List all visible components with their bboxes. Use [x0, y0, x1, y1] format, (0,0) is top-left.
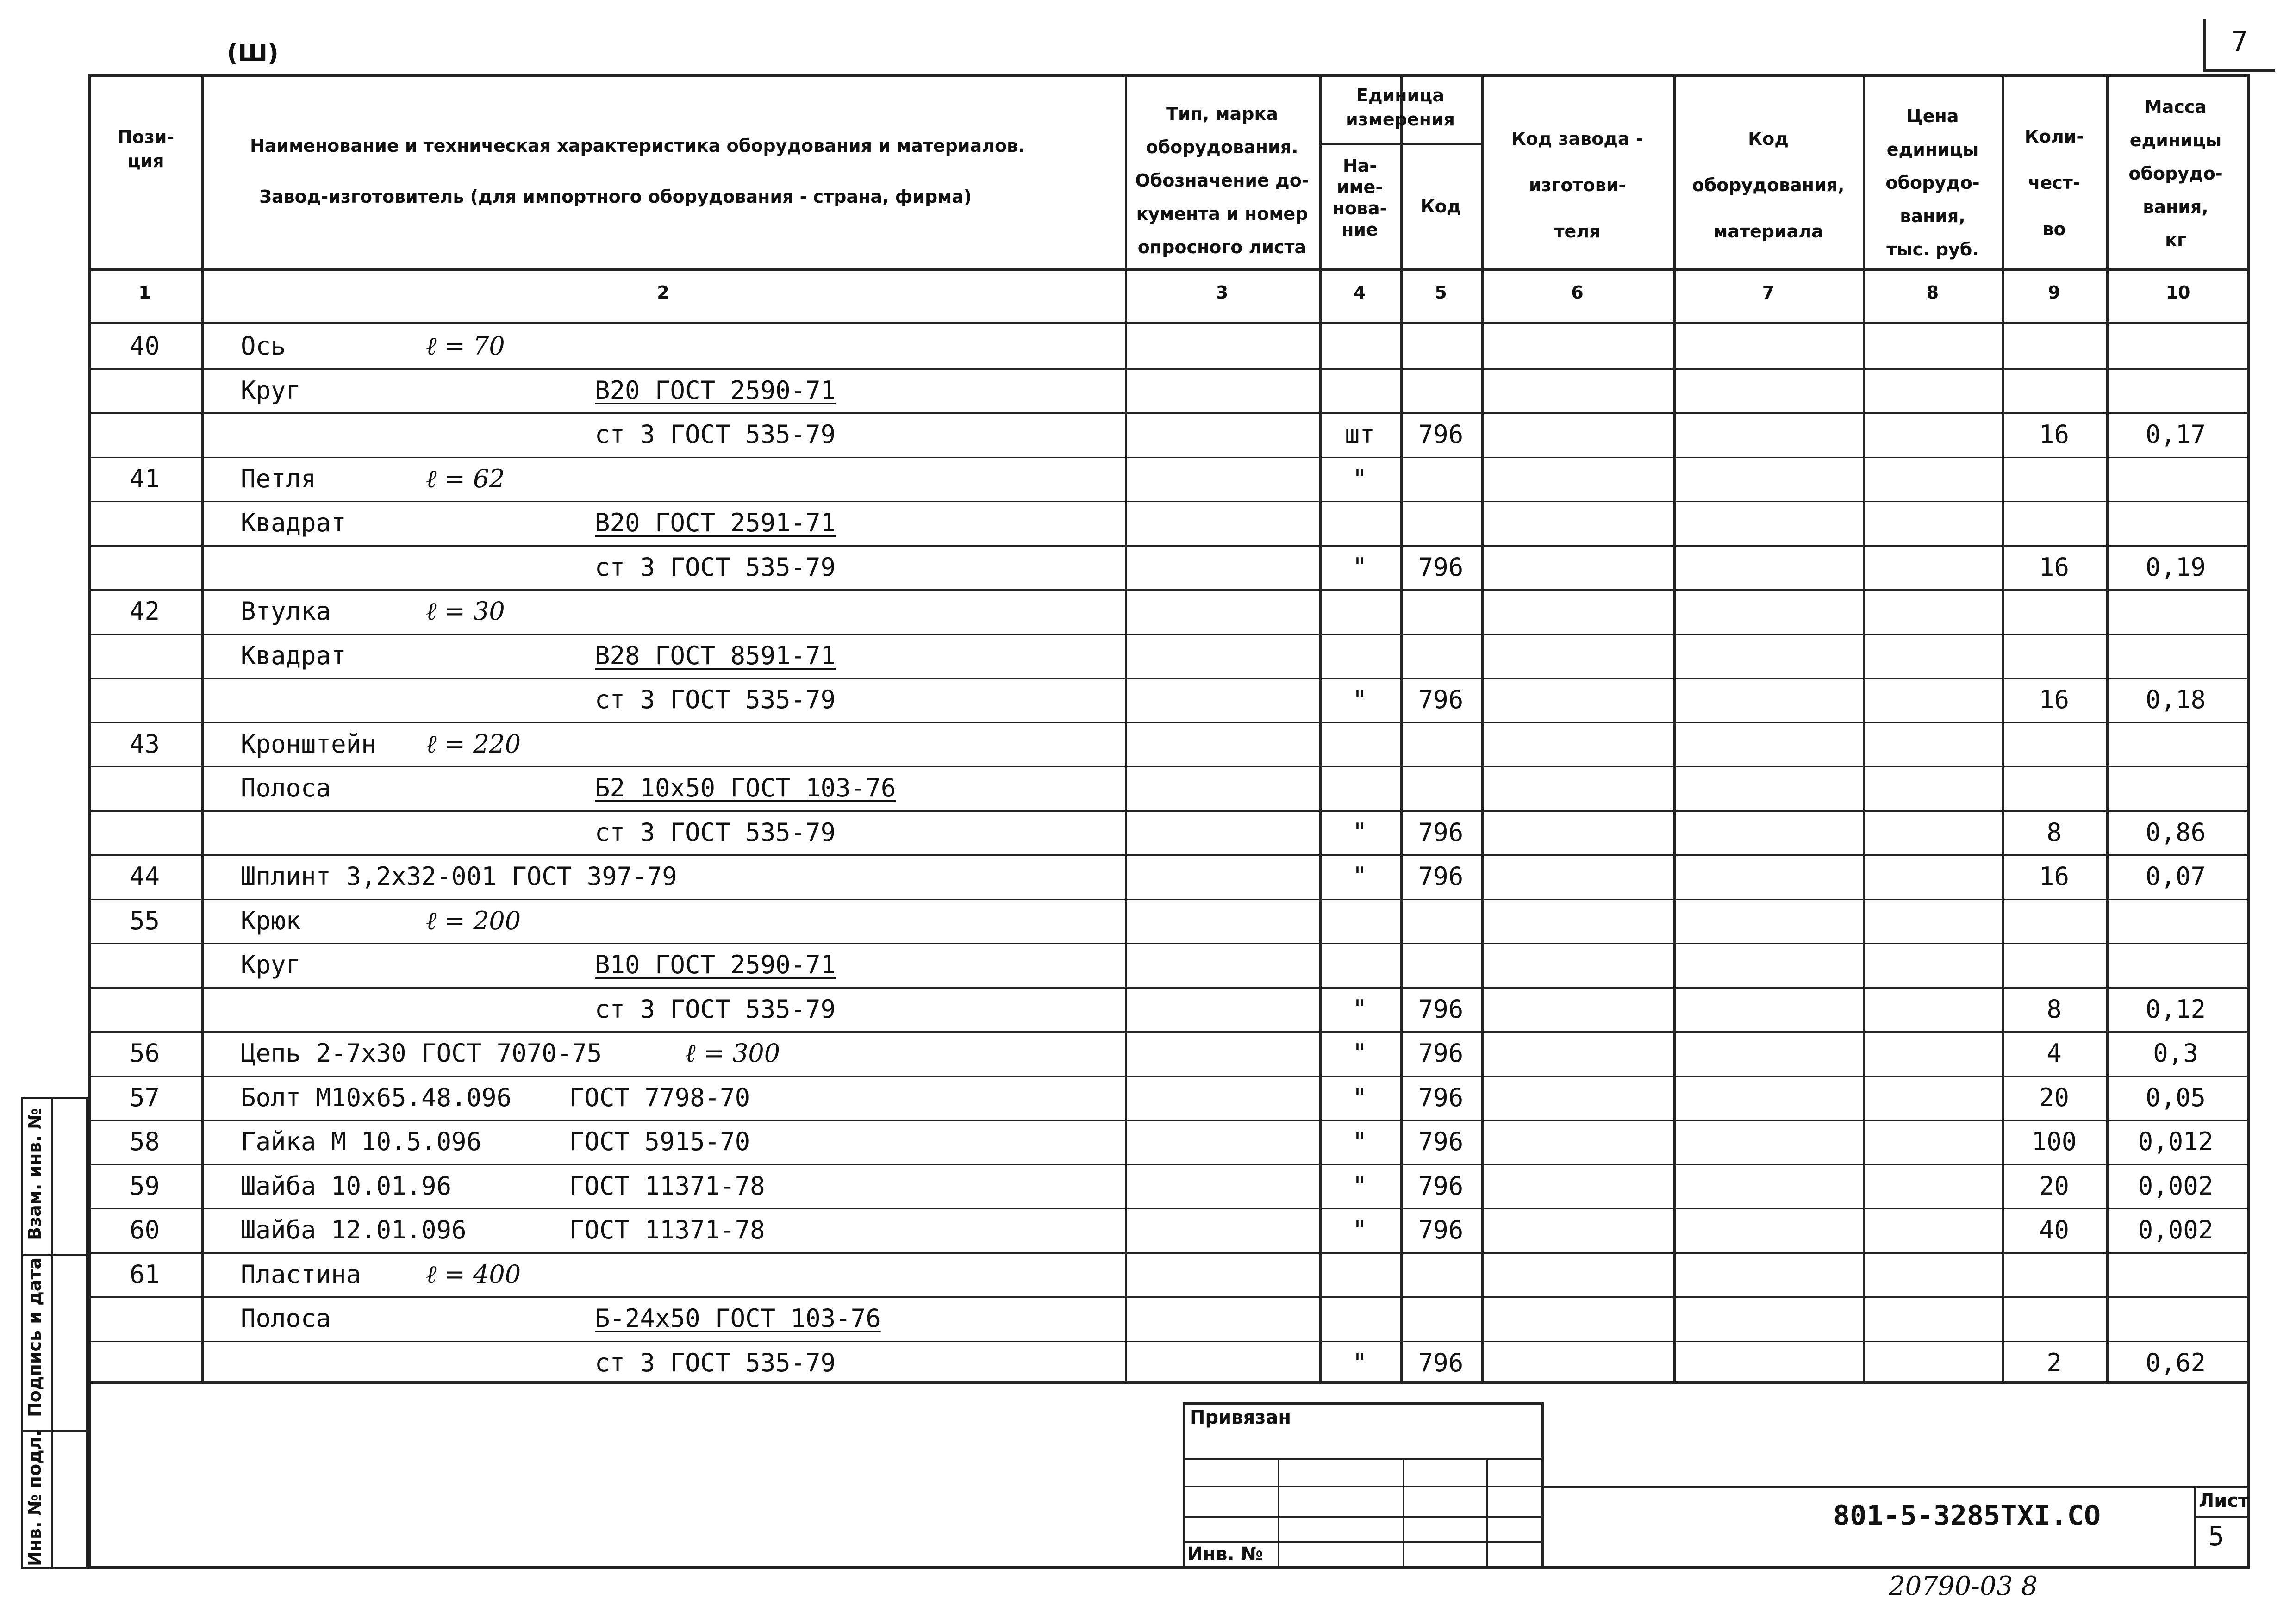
column-number: 1: [138, 282, 151, 303]
top-left-mark: (Ш): [227, 39, 279, 67]
row-name: Круг: [241, 950, 301, 979]
row-unit: ": [1352, 1127, 1367, 1156]
row-divider: [88, 899, 2250, 900]
row-unit: ": [1352, 817, 1367, 847]
number-row-bottom-line: [88, 322, 2250, 324]
header-col3-line: оборудования.: [1146, 137, 1298, 157]
column-number: 2: [657, 282, 669, 303]
column-number: 9: [2048, 282, 2060, 303]
row-divider: [88, 1120, 2250, 1121]
row-divider: [88, 1164, 2250, 1165]
header-col2-line: Завод-изготовитель (для импортного оборудования - страна, фирма): [259, 187, 972, 207]
stamp-line: [1183, 1458, 1544, 1460]
header-col3-line: опросного листа: [1137, 237, 1307, 257]
header-col8-line: тыс. руб.: [1886, 239, 1979, 260]
header-col1-line: ция: [127, 151, 164, 171]
header-col9-line: Коли-: [2024, 126, 2084, 147]
row-position: 61: [129, 1259, 160, 1289]
row-spec: ст 3 ГОСТ 535-79: [595, 685, 836, 714]
header-col9: [2002, 113, 2106, 252]
header-col10: [2106, 90, 2245, 257]
row-mass: 0,17: [2145, 420, 2206, 449]
column-number: 8: [1926, 282, 1939, 303]
row-quantity: 16: [2039, 685, 2070, 714]
row-divider: [88, 457, 2250, 458]
header-col6-line: теля: [1554, 221, 1601, 242]
row-divider: [88, 722, 2250, 723]
row-divider: [88, 1252, 2250, 1254]
row-divider: [88, 678, 2250, 679]
row-spec: Б-24х50 ГОСТ 103-76: [595, 1304, 881, 1333]
row-position: 58: [129, 1127, 160, 1156]
row-name: Круг: [241, 375, 301, 405]
header-col4-line: На-: [1342, 156, 1377, 176]
row-divider: [88, 634, 2250, 635]
row-name: Цепь 2-7х30 ГОСТ 7070-75: [241, 1039, 602, 1068]
row-divider: [88, 368, 2250, 370]
row-length: ℓ = 200: [426, 906, 521, 935]
row-quantity: 4: [2046, 1039, 2062, 1068]
row-unit-code: 796: [1418, 817, 1464, 847]
row-unit-code: 796: [1418, 552, 1464, 582]
header-col8-line: Цена: [1906, 106, 1959, 126]
row-name: Пластина: [241, 1259, 362, 1289]
row-unit: ": [1352, 862, 1367, 891]
sheet-number: 5: [2208, 1520, 2224, 1552]
row-unit-code: 796: [1418, 862, 1464, 891]
stamp-line: [1183, 1516, 1544, 1518]
stamp-line: [1403, 1458, 1404, 1569]
row-unit: шт: [1344, 420, 1375, 449]
row-unit-code: 796: [1418, 994, 1464, 1024]
row-name: Полоса: [241, 773, 331, 803]
header-col7-line: материала: [1713, 221, 1823, 242]
document-code: 801-5-3285ТХI.СО: [1833, 1500, 2101, 1532]
table-bottom-line: [88, 1381, 2250, 1384]
row-unit: ": [1352, 464, 1367, 493]
row-name: Квадрат: [241, 508, 346, 537]
row-length: ℓ = 300: [685, 1039, 780, 1068]
row-quantity: 16: [2039, 420, 2070, 449]
row-position: 59: [129, 1171, 160, 1201]
row-mass: 0,62: [2145, 1348, 2206, 1377]
row-divider: [88, 1031, 2250, 1033]
row-quantity: 8: [2046, 817, 2062, 847]
stamp-line: [1183, 1541, 1544, 1543]
header-col5-line: Код: [1420, 196, 1461, 217]
row-divider: [88, 1341, 2250, 1342]
row-position: 43: [129, 729, 160, 759]
row-name: Болт М10х65.48.096: [241, 1083, 512, 1112]
header-col3-line: кумента и номер: [1136, 204, 1308, 224]
row-quantity: 2: [2046, 1348, 2062, 1377]
side-strip-divider: [51, 1097, 53, 1569]
header-col8-line: единицы: [1886, 139, 1979, 160]
row-quantity: 40: [2039, 1215, 2070, 1244]
header-col10-line: оборудо-: [2128, 163, 2223, 184]
row-spec: ГОСТ 7798-70: [569, 1083, 750, 1112]
row-spec: В20 ГОСТ 2591-71: [595, 508, 836, 537]
row-name: Квадрат: [241, 641, 346, 670]
row-position: 42: [129, 597, 160, 626]
row-position: 40: [129, 331, 160, 361]
row-unit: ": [1352, 1348, 1367, 1377]
header-col4-line: име-: [1336, 177, 1383, 197]
row-divider: [88, 766, 2250, 767]
row-mass: 0,07: [2145, 862, 2206, 891]
row-divider: [88, 810, 2250, 812]
title-block-line: [1544, 1486, 2250, 1488]
header-col6-line: изготови-: [1529, 175, 1626, 195]
row-position: 56: [129, 1039, 160, 1068]
header-col3: [1125, 97, 1319, 264]
header-col8-line: вания,: [1900, 206, 1965, 226]
row-mass: 0,18: [2145, 685, 2206, 714]
row-divider: [88, 589, 2250, 591]
header-col10-line: Масса: [2144, 97, 2207, 117]
row-mass: 0,05: [2145, 1083, 2206, 1112]
column-number: 10: [2165, 282, 2190, 303]
header-col45-top: [1319, 83, 1481, 131]
row-quantity: 20: [2039, 1083, 2070, 1112]
header-col1-line: Пози-: [117, 127, 175, 147]
row-quantity: 16: [2039, 552, 2070, 582]
header-col10-line: вания,: [2143, 197, 2209, 217]
row-quantity: 20: [2039, 1171, 2070, 1201]
column-number: 6: [1571, 282, 1584, 303]
row-spec: В10 ГОСТ 2590-71: [595, 950, 836, 979]
row-name: Шайба 10.01.96: [241, 1171, 452, 1201]
header-col9-line: чест-: [2028, 173, 2080, 193]
row-quantity: 16: [2039, 862, 2070, 891]
row-name: Кронштейн: [241, 729, 376, 759]
row-spec: В20 ГОСТ 2590-71: [595, 375, 836, 405]
row-unit-code: 796: [1418, 1083, 1464, 1112]
row-spec: В28 ГОСТ 8591-71: [595, 641, 836, 670]
row-divider: [88, 943, 2250, 944]
sheet-box-line: [2194, 1516, 2250, 1518]
row-unit: ": [1352, 1215, 1367, 1244]
row-unit-code: 796: [1418, 420, 1464, 449]
header-col10-line: кг: [2165, 230, 2186, 250]
row-spec: Б2 10х50 ГОСТ 103-76: [595, 773, 896, 803]
header-col4-line: нова-: [1332, 198, 1387, 218]
row-position: 41: [129, 464, 160, 493]
row-divider: [88, 412, 2250, 414]
row-length: ℓ = 70: [426, 331, 505, 361]
row-unit: ": [1352, 1083, 1367, 1112]
row-unit-code: 796: [1418, 1171, 1464, 1201]
row-mass: 0,012: [2138, 1127, 2214, 1156]
stamp-line: [1486, 1458, 1488, 1569]
header-col8-line: оборудо-: [1885, 173, 1980, 193]
row-name: Петля: [241, 464, 316, 493]
row-spec: ст 3 ГОСТ 535-79: [595, 817, 836, 847]
sheet-label: Лист: [2199, 1490, 2249, 1512]
row-divider: [88, 545, 2250, 547]
row-divider: [88, 1296, 2250, 1298]
row-spec: ГОСТ 11371-78: [569, 1215, 765, 1244]
row-divider: [88, 1076, 2250, 1077]
header-col45-line: измерения: [1346, 109, 1455, 130]
header-col6-line: Код завода -: [1511, 129, 1643, 149]
column-number: 5: [1435, 282, 1447, 303]
row-unit-code: 796: [1418, 685, 1464, 714]
row-length: ℓ = 62: [426, 464, 505, 493]
row-unit: ": [1352, 552, 1367, 582]
row-name: Гайка М 10.5.096: [241, 1127, 482, 1156]
row-length: ℓ = 220: [426, 729, 521, 759]
row-spec: ст 3 ГОСТ 535-79: [595, 420, 836, 449]
column-number: 3: [1216, 282, 1229, 303]
row-mass: 0,002: [2138, 1215, 2214, 1244]
row-name: Ось: [241, 331, 286, 361]
header-col4: [1319, 155, 1400, 240]
row-mass: 0,12: [2145, 994, 2206, 1024]
header-col4-line: ние: [1341, 219, 1378, 240]
row-position: 44: [129, 862, 160, 891]
header-col9-line: во: [2042, 219, 2066, 239]
row-name: Полоса: [241, 1304, 331, 1333]
row-unit-code: 796: [1418, 1127, 1464, 1156]
header-col2-line: Наименование и техническая характеристика оборудования и материалов.: [250, 136, 1025, 156]
row-length: ℓ = 400: [426, 1259, 521, 1289]
header-col5: [1400, 194, 1481, 218]
column-number: 4: [1354, 282, 1366, 303]
row-position: 60: [129, 1215, 160, 1244]
header-col7: [1673, 116, 1863, 255]
row-unit: ": [1352, 1171, 1367, 1201]
row-spec: ГОСТ 5915-70: [569, 1127, 750, 1156]
row-mass: 0,86: [2145, 817, 2206, 847]
row-name: Шплинт 3,2х32-001 ГОСТ 397-79: [241, 862, 677, 891]
row-quantity: 100: [2031, 1127, 2077, 1156]
header-col3-line: Обозначение до-: [1135, 170, 1309, 191]
side-label-inv-original: Инв. № подл.: [25, 1430, 45, 1567]
header-col8: [1863, 100, 2002, 266]
row-spec: ГОСТ 11371-78: [569, 1171, 765, 1201]
header-col6: [1481, 116, 1673, 255]
header-col1: [90, 125, 201, 173]
row-mass: 0,3: [2153, 1039, 2198, 1068]
side-label-signature-date: Подпись и дата: [25, 1257, 45, 1417]
row-spec: ст 3 ГОСТ 535-79: [595, 994, 836, 1024]
header-col3-line: Тип, марка: [1166, 104, 1278, 124]
row-spec: ст 3 ГОСТ 535-79: [595, 1348, 836, 1377]
header-col7-line: оборудования,: [1692, 175, 1845, 195]
row-name: Втулка: [241, 597, 331, 626]
row-position: 57: [129, 1083, 160, 1112]
sheet-corner-number: 7: [2231, 25, 2248, 58]
row-divider: [88, 1208, 2250, 1209]
row-divider: [88, 501, 2250, 502]
row-mass: 0,19: [2145, 552, 2206, 582]
header-col45-line: Единица: [1356, 85, 1444, 106]
header-bottom-line: [88, 268, 2250, 271]
stamp-attached-label: Привязан: [1190, 1407, 1292, 1428]
row-unit-code: 796: [1418, 1348, 1464, 1377]
stamp-line: [1183, 1486, 1544, 1487]
side-strip-divider: [21, 1097, 23, 1569]
row-spec: ст 3 ГОСТ 535-79: [595, 552, 836, 582]
header-unit-divider: [1319, 143, 1481, 145]
stamp-inv-label: Инв. №: [1187, 1543, 1263, 1565]
column-number: 7: [1762, 282, 1775, 303]
row-length: ℓ = 30: [426, 597, 505, 626]
row-name: Крюк: [241, 906, 301, 935]
row-divider: [88, 987, 2250, 989]
row-unit-code: 796: [1418, 1215, 1464, 1244]
row-name: Шайба 12.01.096: [241, 1215, 467, 1244]
row-position: 55: [129, 906, 160, 935]
row-unit: ": [1352, 685, 1367, 714]
row-unit: ": [1352, 1039, 1367, 1068]
row-divider: [88, 854, 2250, 856]
side-strip-divider: [21, 1254, 88, 1256]
side-label-replace-inv: Взам. инв. №: [25, 1108, 45, 1240]
header-col7-line: Код: [1748, 129, 1789, 149]
row-quantity: 8: [2046, 994, 2062, 1024]
header-col10-line: единицы: [2129, 130, 2222, 150]
row-unit: ": [1352, 994, 1367, 1024]
row-unit-code: 796: [1418, 1039, 1464, 1068]
stamp-line: [1278, 1458, 1279, 1569]
row-mass: 0,002: [2138, 1171, 2214, 1201]
footer-note: 20790-03 8: [1889, 1571, 2038, 1601]
header-col2: [204, 120, 1129, 222]
